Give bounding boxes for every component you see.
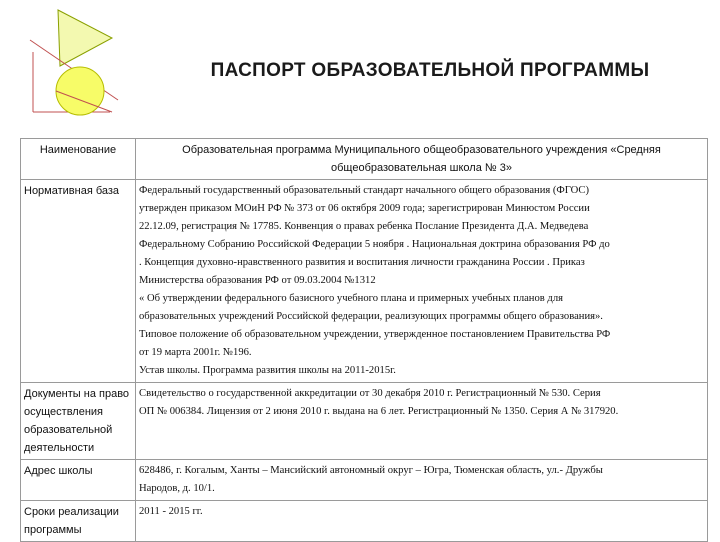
row-value-cell [136, 460, 708, 501]
row-value-line: Свидетельство о государственной аккредитации от 30 декабря 2010 г. Регистрационный № 530. Серия [139, 388, 601, 399]
row-value-cell [136, 501, 708, 542]
header-label-cell: Наименование [21, 139, 136, 180]
row-value-cell [136, 383, 708, 460]
row-label-line: Документы на право [24, 388, 130, 400]
row-label-line: Нормативная база [24, 185, 120, 197]
row-value-line: Типовое положение об образовательном учреждении, утвержденное постановлением Правительства РФ [139, 329, 611, 340]
table-row [21, 501, 708, 542]
row-value-cell [136, 180, 708, 383]
circle-shape [56, 67, 104, 115]
table-row [21, 460, 708, 501]
header-value-line: Образовательная программа Муниципального общеобразовательного учреждения «Средняя [182, 144, 661, 156]
triangle-shape [58, 10, 112, 66]
row-value-line: Федеральному Собранию Российской Федерации 5 ноября . Национальная доктрина образования РФ до [139, 239, 610, 250]
table-header-row [21, 139, 708, 180]
row-label-line: программы [24, 524, 82, 536]
row-value-line: 22.12.09, регистрация № 17785. Конвенция о правах ребенка Послание Президента Д.А. Медведева [139, 221, 589, 232]
row-value-line: Устав школы. Программа развития школы на 2011-2015г. [139, 365, 396, 376]
row-value-line: образовательных учреждений Российской федерации, реализующих программы общего образования». [139, 311, 603, 322]
row-label-line: образовательной [24, 424, 113, 436]
header-value-cell [136, 139, 708, 180]
passport-table [20, 138, 708, 542]
row-value-line: от 19 марта 2001г. №196. [139, 347, 252, 358]
row-value-line: Министерства образования РФ от 09.03.2004 №1312 [139, 275, 376, 286]
row-value-line: Народов, д. 10/1. [139, 483, 215, 494]
row-value-line: 628486, г. Когалым, Ханты – Мансийский автономный округ – Югра, Тюменская область, ул.- Дружбы [139, 465, 603, 476]
table-row [21, 383, 708, 460]
row-label-line: Адрес школы [24, 465, 93, 477]
header-value-line: общеобразовательная школа № 3» [331, 162, 512, 174]
row-label-line: Сроки реализации [24, 506, 119, 518]
row-value-line: . Концепция духовно-нравственного развития и воспитания личности гражданина России . Приказ [139, 257, 585, 268]
row-label-cell [21, 460, 136, 501]
row-label-line: осуществления [24, 406, 104, 418]
row-value-line: ОП № 006384. Лицензия от 2 июня 2010 г. выдана на 6 лет. Регистрационный № 1350. Серия А № 317920. [139, 406, 619, 417]
row-value-line: утвержден приказом МОиН РФ № 373 от 06 октября 2009 года; зарегистрирован Минюстом России [139, 203, 590, 214]
row-label-cell [21, 501, 136, 542]
row-value-line: « Об утверждении федерального базисного учебного плана и примерных учебных планов для [139, 293, 563, 304]
table-row [21, 180, 708, 383]
page-title: ПАСПОРТ ОБРАЗОВАТЕЛЬНОЙ ПРОГРАММЫ [210, 60, 650, 81]
row-value-line: Федеральный государственный образовательный стандарт начального общего образования (ФГОС) [139, 185, 590, 196]
row-value-line: 2011 - 2015 гг. [139, 506, 203, 517]
row-label-cell [21, 383, 136, 460]
row-label-cell [21, 180, 136, 383]
row-label-line: деятельности [24, 442, 95, 454]
decorative-shapes [0, 0, 150, 140]
